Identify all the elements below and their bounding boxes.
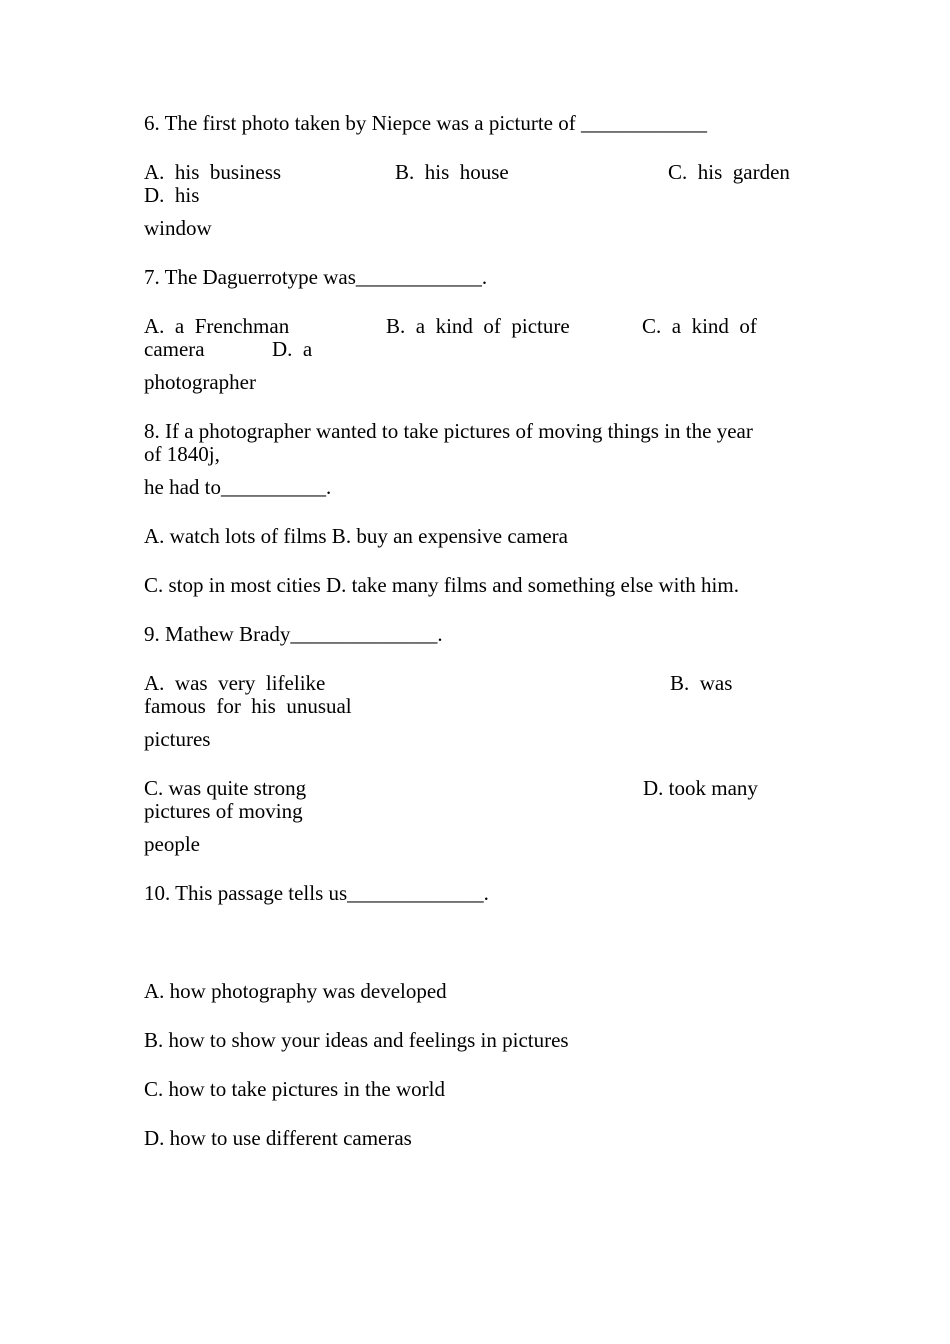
question-7-option-b: B. a kind of picture xyxy=(386,314,570,338)
question-10-stem: 10. This passage tells us_____________. xyxy=(144,881,489,905)
question-7-option-c-continued: camera xyxy=(144,337,205,361)
question-8-stem-line3: he had to__________. xyxy=(144,475,332,499)
question-7-option-d: D. a xyxy=(272,337,313,361)
question-8-options-ab: A. watch lots of films B. buy an expensive camera xyxy=(144,524,568,548)
question-7-option-c: C. a kind of xyxy=(642,314,757,338)
question-9-option-d: D. took many xyxy=(643,776,758,800)
question-9-option-c: C. was quite strong xyxy=(144,776,307,800)
question-9-option-d-continued-2: people xyxy=(144,832,200,856)
question-10-option-a: A. how photography was developed xyxy=(144,979,447,1003)
question-6-option-b: B. his house xyxy=(395,160,509,184)
question-7-option-a: A. a Frenchman xyxy=(144,314,290,338)
question-6-stem: 6. The first photo taken by Niepce was a picturte of ____________ xyxy=(144,111,707,135)
question-8-stem-line2: of 1840j, xyxy=(144,442,220,466)
question-7-stem: 7. The Daguerrotype was____________. xyxy=(144,265,488,289)
question-8-options-cd: C. stop in most cities D. take many films and something else with him. xyxy=(144,573,739,597)
question-9-option-d-continued-1: pictures of moving xyxy=(144,799,303,823)
question-10-option-d: D. how to use different cameras xyxy=(144,1126,412,1150)
question-8-stem-line1: 8. If a photographer wanted to take pictures of moving things in the year xyxy=(144,419,753,443)
question-9-option-a: A. was very lifelike xyxy=(144,671,326,695)
question-6-option-d: D. his xyxy=(144,183,200,207)
question-10-option-c: C. how to take pictures in the world xyxy=(144,1077,445,1101)
question-10-option-b: B. how to show your ideas and feelings in pictures xyxy=(144,1028,569,1052)
question-9-option-b-continued-1: famous for his unusual xyxy=(144,694,352,718)
question-6-option-a: A. his business xyxy=(144,160,282,184)
question-7-option-d-continued: photographer xyxy=(144,370,256,394)
question-6-option-c: C. his garden xyxy=(668,160,790,184)
question-9-stem: 9. Mathew Brady______________. xyxy=(144,622,443,646)
question-9-option-b: B. was xyxy=(670,671,733,695)
question-6-option-d-continued: window xyxy=(144,216,212,240)
question-9-option-b-continued-2: pictures xyxy=(144,727,211,751)
